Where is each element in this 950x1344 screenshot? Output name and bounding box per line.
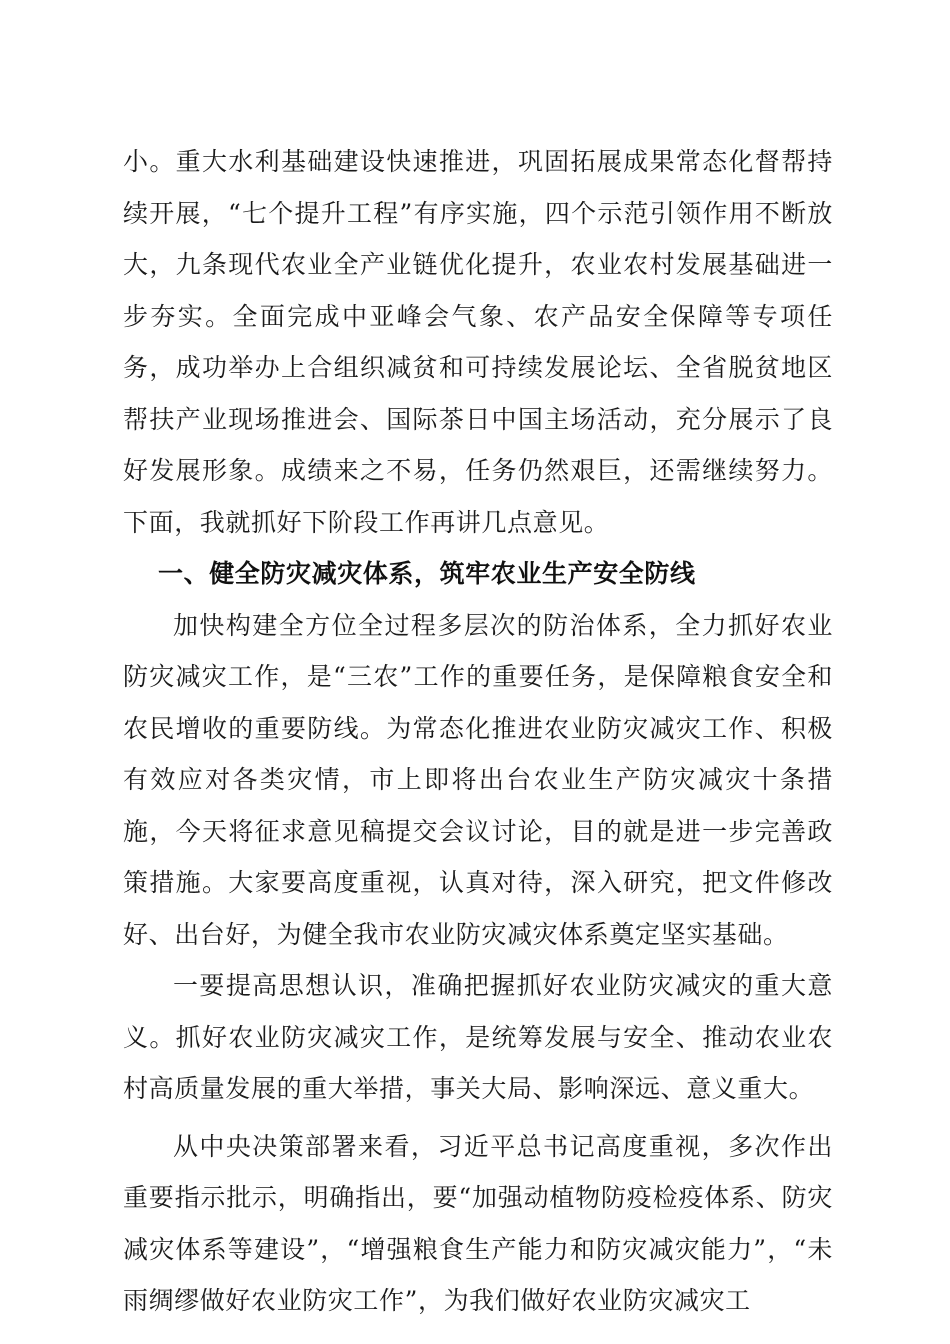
paragraph-section-intro: 加快构建全方位全过程多层次的防治体系，全力抓好农业防灾减灾工作，是“三农”工作的重要任务，是保障粮食安全和农民增收的重要防线。为常态化推进农业防灾减灾工作、积极有效应对各类灾情，市上即将出台农业生产防灾减灾十条措施，今天将征求意见稿提交会议讨论，目的就是进一步完善政策措施。大家要高度重视，认真对待，深入研究，把文件修改好、出台好，为健全我市农业防灾减灾体系奠定坚实基础。 xyxy=(123,610,833,949)
paragraph-continuation: 小。重大水利基础建设快速推进，巩固拓展成果常态化督帮持续开展，“七个提升工程”有序实施，四个示范引领作用不断放大，九条现代农业全产业链优化提升，农业农村发展基础进一步夯实。全面完成中亚峰会气象、农产品安全保障等专项任务，成功举办上合组织减贫和可持续发展论坛、全省脱贫地区帮扶产业现场推进会、国际茶日中国主场活动，充分展示了良好发展形象。成绩来之不易，任务仍然艰巨，还需继续努力。下面，我就抓好下阶段工作再讲几点意见。 xyxy=(123,147,833,537)
paragraph-point-one: 一要提高思想认识，准确把握抓好农业防灾减灾的重大意义。抓好农业防灾减灾工作，是统筹发展与安全、推动农业农村高质量发展的重大举措，事关大局、影响深远、意义重大。 xyxy=(123,971,833,1103)
document-body xyxy=(123,136,833,1327)
paragraph-central-deployment: 从中央决策部署来看，习近平总书记高度重视，多次作出重要指示批示，明确指出，要“加强动植物防疫检疫体系、防灾减灾体系等建设”，“增强粮食生产能力和防灾减灾能力”，“未雨绸缪做好农业防灾工作”，为我们做好农业防灾减灾工 xyxy=(123,1131,833,1315)
section-heading: 一、健全防灾减灾体系，筑牢农业生产安全防线 xyxy=(158,559,696,588)
